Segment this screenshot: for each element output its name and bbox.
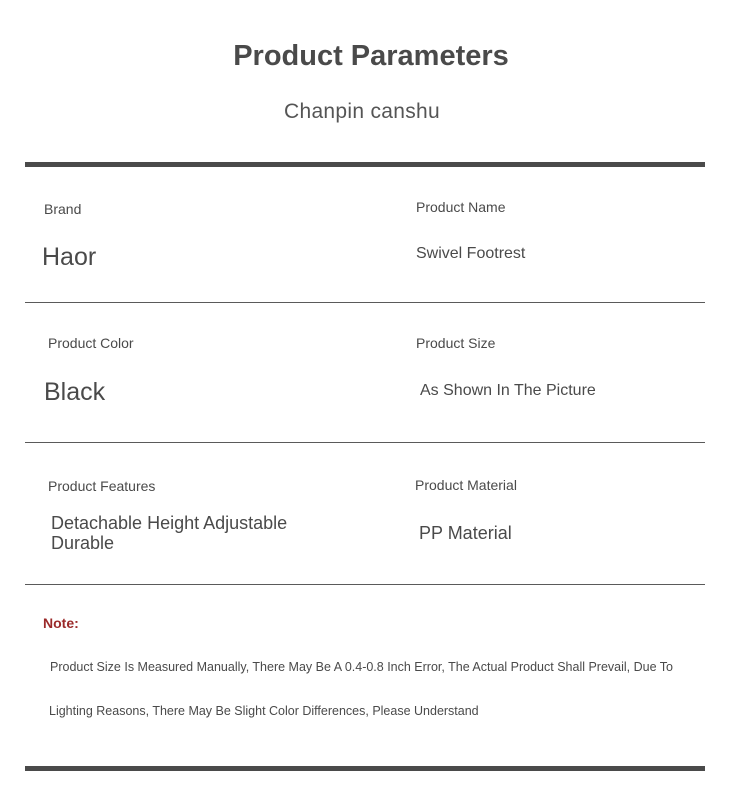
features-line-2: Durable	[51, 533, 115, 553]
page-title: Product Parameters	[233, 40, 509, 72]
bottom-divider	[25, 766, 705, 771]
brand-label: Brand	[44, 201, 82, 217]
page-subtitle: Chanpin canshu	[284, 100, 440, 123]
product-features-label: Product Features	[48, 478, 156, 494]
product-size-label: Product Size	[416, 335, 496, 351]
top-divider	[25, 162, 705, 167]
note-line-2: Lighting Reasons, There May Be Slight Color Differences, Please Understand	[49, 704, 479, 718]
brand-value: Haor	[42, 243, 97, 271]
product-name-value: Swivel Footrest	[416, 245, 526, 262]
product-features-value	[51, 513, 287, 553]
product-color-value: Black	[44, 378, 106, 406]
note-label: Note:	[43, 615, 79, 631]
product-size-value: As Shown In The Picture	[420, 382, 596, 399]
product-material-label: Product Material	[415, 477, 517, 493]
features-line-1: Detachable Height Adjustable	[51, 513, 288, 533]
product-name-label: Product Name	[416, 199, 506, 215]
row-divider-1	[25, 302, 705, 303]
row-divider-3	[25, 584, 705, 585]
row-divider-2	[25, 442, 705, 443]
product-color-label: Product Color	[48, 335, 134, 351]
product-material-value: PP Material	[419, 523, 512, 543]
note-line-1: Product Size Is Measured Manually, There May Be A 0.4-0.8 Inch Error, The Actual Product Shall Prevail, Due To	[50, 660, 674, 674]
